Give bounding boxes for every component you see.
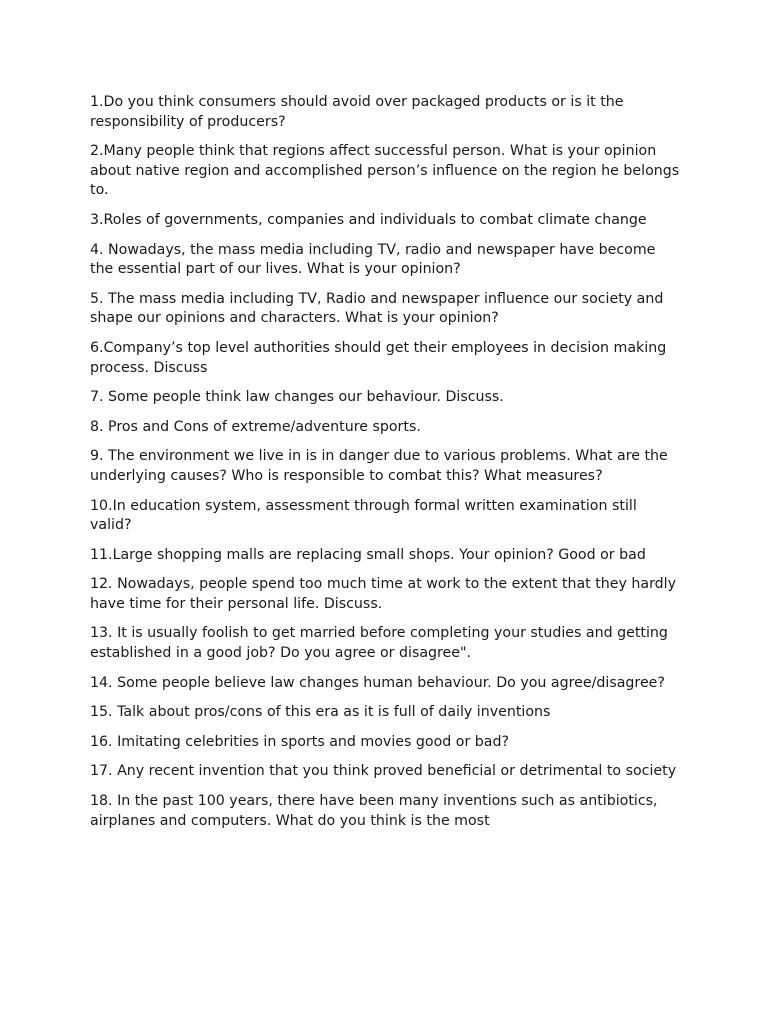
question-17: 17. Any recent invention that you think proved beneficial or detrimental to society — [90, 763, 677, 780]
question-15: 15. Talk about pros/cons of this era as it is full of daily inventions — [90, 704, 551, 721]
question-10: 10.In education system, assessment through formal written examination still valid? — [90, 497, 637, 534]
question-list — [90, 93, 680, 841]
question-5: 5. The mass media including TV, Radio and newspaper influence our society and shape our opinions and characters. What is your opinion? — [90, 290, 664, 327]
question-3: 3.Roles of governments, companies and individuals to combat climate change — [90, 211, 647, 228]
question-18: 18. In the past 100 years, there have been many inventions such as antibiotics, airplanes and computers. What do you think is the most — [90, 793, 658, 829]
question-2: 2.Many people think that regions affect successful person. What is your opinion about native region and accomplished person’s influence on the region he belongs to. — [90, 143, 680, 199]
question-1: 1.Do you think consumers should avoid over packaged products or is it the responsibility of producers? — [90, 94, 624, 130]
question-4: 4. Nowadays, the mass media including TV, radio and newspaper have become the essential part of our lives. What is your opinion? — [90, 241, 656, 278]
question-7: 7. Some people think law changes our behaviour. Discuss. — [90, 389, 504, 406]
question-6: 6.Company’s top level authorities should get their employees in decision making process. Discuss — [90, 339, 667, 376]
question-16: 16. Imitating celebrities in sports and movies good or bad? — [90, 733, 510, 750]
question-14: 14. Some people believe law changes human behaviour. Do you agree/disagree? — [90, 674, 665, 691]
question-12: 12. Nowadays, people spend too much time at work to the extent that they hardly have time for their personal life. Discuss. — [90, 576, 677, 612]
question-11: 11.Large shopping malls are replacing small shops. Your opinion? Good or bad — [90, 546, 646, 563]
question-13: 13. It is usually foolish to get married before completing your studies and getting established in a good job? Do you agree or disagree". — [90, 625, 668, 662]
question-8: 8. Pros and Cons of extreme/adventure sports. — [90, 418, 421, 435]
question-9: 9. The environment we live in is in danger due to various problems. What are the underlying causes? Who is responsible to combat this? What measures? — [90, 448, 668, 484]
